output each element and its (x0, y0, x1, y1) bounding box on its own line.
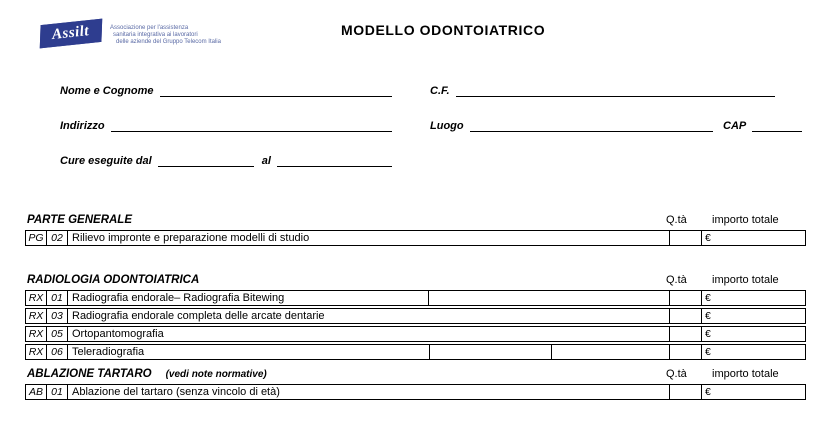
nome-cognome-label: Nome e Cognome (60, 85, 154, 97)
section-header (25, 270, 806, 288)
row-amount-cell[interactable] (701, 327, 805, 341)
row-amount-cell[interactable] (701, 385, 805, 399)
row-description-cell (68, 291, 428, 305)
row-amount-cell[interactable] (701, 309, 805, 323)
service-row (25, 308, 806, 324)
row-code-prefix: RX (26, 309, 47, 323)
section-header (25, 210, 806, 228)
row-description: Radiografia endorale completa delle arcate dentarie (72, 310, 325, 322)
euro-symbol: € (705, 292, 711, 304)
service-row (25, 384, 806, 400)
row-description: Radiografia endorale– Radiografia Bitewing (72, 292, 285, 304)
row-description-cell (68, 385, 669, 399)
service-row (25, 230, 806, 246)
row-amount-cell[interactable] (701, 291, 805, 305)
cf-line[interactable] (456, 83, 775, 97)
section-rows (25, 290, 806, 360)
row-description-cell (68, 345, 429, 359)
row-amount-cell[interactable] (701, 231, 805, 245)
service-row (25, 326, 806, 342)
indirizzo-label: Indirizzo (60, 120, 105, 132)
service-row (25, 290, 806, 306)
sections (25, 210, 806, 400)
euro-symbol: € (705, 346, 711, 358)
row-subdivision-cell[interactable] (428, 291, 669, 305)
section-heading: ABLAZIONE TARTARO (27, 368, 152, 380)
row-code-prefix: RX (26, 291, 47, 305)
tariff-section (25, 364, 806, 400)
cap-line[interactable] (752, 118, 802, 132)
page-title: MODELLO ODONTOIATRICO (341, 22, 546, 38)
row-qty-cell[interactable] (669, 345, 701, 359)
nome-cognome-line[interactable] (160, 83, 392, 97)
total-column-header: importo totale (712, 274, 779, 286)
tagline-line-2: sanitaria integrativa ai lavoratori (113, 32, 198, 38)
row-code-number: 01 (47, 291, 68, 305)
qty-column-header: Q.tà (666, 368, 687, 380)
row-description-cell (68, 231, 669, 245)
row-description: Ortopantomografia (72, 328, 164, 340)
tagline-line-1: Associazione per l'assistenza (110, 25, 189, 31)
assilt-logo-mark (40, 19, 102, 49)
euro-symbol: € (705, 328, 711, 340)
cure-dal-line[interactable] (158, 153, 254, 167)
row-description: Teleradiografia (72, 346, 145, 358)
row-qty-cell[interactable] (669, 309, 701, 323)
row-description: Rilievo impronte e preparazione modelli di studio (72, 232, 310, 244)
row-description-cell (68, 327, 669, 341)
cure-eseguite-dal-label: Cure eseguite dal (60, 155, 152, 167)
row-code-prefix: PG (26, 231, 47, 245)
assilt-logo-tagline (110, 25, 221, 46)
row-code-number: 01 (47, 385, 68, 399)
section-rows (25, 384, 806, 400)
euro-symbol: € (705, 386, 711, 398)
section-header (25, 364, 806, 382)
tariff-section (25, 210, 806, 246)
row-amount-cell[interactable] (701, 345, 805, 359)
row-code-number: 05 (47, 327, 68, 341)
section-rows (25, 230, 806, 246)
section-heading: PARTE GENERALE (27, 214, 133, 226)
row-code-number: 02 (47, 231, 68, 245)
assilt-logo (40, 22, 221, 46)
section-heading: RADIOLOGIA ODONTOIATRICA (27, 274, 200, 286)
euro-symbol: € (705, 310, 711, 322)
row-qty-cell[interactable] (669, 291, 701, 305)
row-code-number: 03 (47, 309, 68, 323)
tagline-line-3: delle aziende del Gruppo Telecom Italia (116, 39, 221, 45)
row-description-cell (68, 309, 669, 323)
row-subdivision-cell[interactable] (551, 345, 669, 359)
row-subdivision-cell[interactable] (429, 345, 551, 359)
al-label: al (261, 155, 271, 167)
cure-al-line[interactable] (277, 153, 392, 167)
section-note: (vedi note normative) (165, 369, 267, 380)
row-code-prefix: AB (26, 385, 47, 399)
row-code-prefix: RX (26, 327, 47, 341)
euro-symbol: € (705, 232, 711, 244)
tariff-section (25, 270, 806, 360)
row-qty-cell[interactable] (669, 231, 701, 245)
cap-label: CAP (723, 120, 747, 132)
cf-label: C.F. (430, 85, 450, 97)
luogo-line[interactable] (470, 118, 713, 132)
total-column-header: importo totale (712, 214, 779, 226)
row-qty-cell[interactable] (669, 385, 701, 399)
indirizzo-line[interactable] (111, 118, 392, 132)
luogo-label: Luogo (430, 120, 464, 132)
qty-column-header: Q.tà (666, 214, 687, 226)
qty-column-header: Q.tà (666, 274, 687, 286)
row-code-number: 06 (47, 345, 68, 359)
total-column-header: importo totale (712, 368, 779, 380)
service-row (25, 344, 806, 360)
row-code-prefix: RX (26, 345, 47, 359)
assilt-logo-text: Assilt (51, 23, 91, 43)
row-description: Ablazione del tartaro (senza vincolo di età) (72, 386, 280, 398)
row-qty-cell[interactable] (669, 327, 701, 341)
